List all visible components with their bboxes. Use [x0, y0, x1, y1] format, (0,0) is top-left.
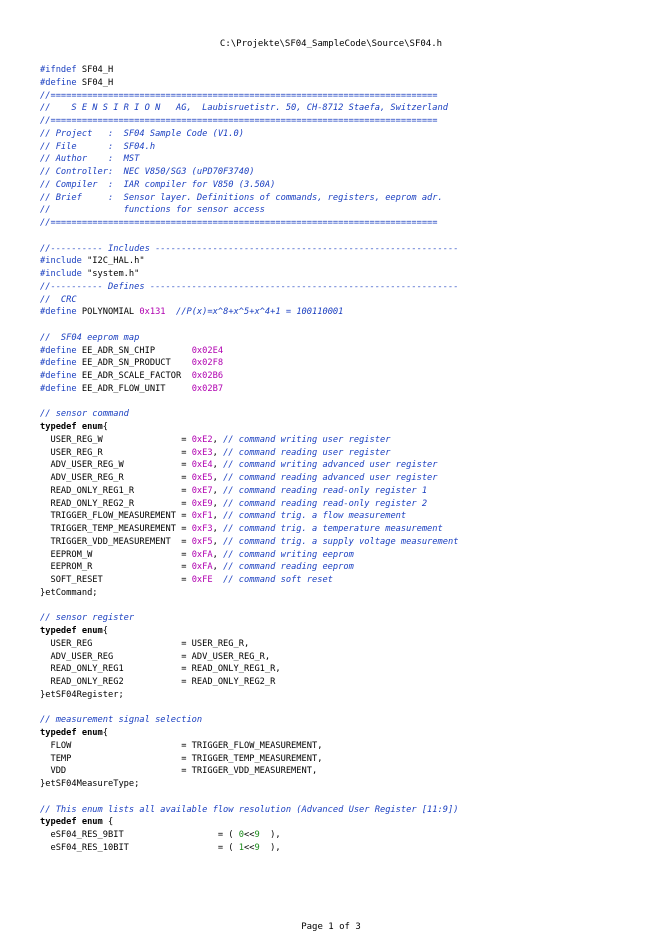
hex-literal: 0xFA: [191, 549, 213, 560]
comment-text: // functions for sensor access: [40, 205, 265, 216]
number-literal: 9: [254, 842, 260, 853]
hex-literal: 0xFA: [191, 562, 213, 573]
code-text: ,: [212, 524, 224, 534]
code-line: [40, 714, 650, 727]
code-line: [40, 600, 650, 613]
code-text: eSF04_RES_9BIT = (: [40, 830, 239, 840]
preprocessor-directive: #define: [40, 345, 77, 356]
keyword: typedef enum: [40, 817, 103, 828]
hex-literal: 0xE5: [191, 473, 213, 483]
comment-text: //==========================================================================: [40, 116, 438, 126]
comment-text: // command soft reset: [223, 575, 333, 585]
hex-literal: 0xE4: [191, 460, 213, 471]
code-line: [40, 510, 650, 523]
comment-text: // command reading eeprom: [223, 562, 354, 573]
comment-text: // command writing eeprom: [223, 549, 354, 560]
comment-text: // Author : MST: [40, 154, 140, 165]
code-text: EE_ADR_SN_PRODUCT: [76, 358, 192, 369]
code-line: [40, 166, 650, 179]
comment-text: //P(x)=x^8+x^5+x^4+1 = 100110001: [176, 307, 344, 318]
comment-text: // command trig. a flow measurement: [223, 511, 407, 522]
code-text: [213, 575, 223, 585]
code-line: [40, 192, 650, 205]
code-line: [40, 574, 650, 587]
code-text: ,: [212, 498, 224, 509]
code-line: [40, 230, 650, 243]
code-line: [40, 217, 650, 230]
number-literal: 9: [254, 830, 260, 840]
comment-text: // sensor register: [40, 613, 135, 624]
code-text: eSF04_RES_10BIT = (: [40, 842, 239, 853]
code-line: [40, 485, 650, 498]
code-line: [40, 281, 650, 294]
code-text: TRIGGER_VDD_MEASUREMENT =: [40, 536, 192, 547]
code-text: ,: [212, 434, 224, 445]
code-line: [40, 128, 650, 141]
code-line: [40, 345, 650, 358]
code-line: [40, 689, 650, 702]
code-line: [40, 357, 650, 370]
comment-text: // Brief : Sensor layer. Definitions of commands, registers, eeprom adr.: [40, 192, 443, 203]
code-line: [40, 663, 650, 676]
code-text: ADV_USER_REG_W =: [40, 460, 192, 471]
code-text: ,: [212, 536, 224, 547]
code-text: SF04_H: [76, 65, 114, 75]
code-line: [40, 612, 650, 625]
hex-literal: 0xE9: [191, 498, 213, 509]
code-line: [40, 77, 650, 90]
preprocessor-directive: #define: [40, 371, 77, 381]
code-line: [40, 459, 650, 472]
code-text: {: [102, 817, 114, 828]
comment-text: // This enum lists all available flow resolution (Advanced User Register [11:9]): [40, 804, 459, 815]
code-line: [40, 243, 650, 256]
code-text: ,: [212, 447, 224, 458]
code-line: [40, 842, 650, 855]
preprocessor-directive: #define: [40, 358, 77, 369]
code-text: EE_ADR_FLOW_UNIT: [76, 383, 192, 394]
code-line: [40, 625, 650, 638]
comment-text: //---------- Includes ----------------------------------------------------------: [40, 243, 459, 254]
comment-text: //---------- Defines -----------------------------------------------------------: [40, 281, 459, 292]
comment-text: // S E N S I R I O N AG, Laubisruetistr. 50, CH-8712 Staefa, Switzerland: [40, 103, 448, 114]
comment-text: //==========================================================================: [40, 90, 438, 101]
comment-text: // SF04 eeprom map: [40, 332, 140, 343]
preprocessor-directive: #include: [40, 256, 82, 267]
code-text: <<: [244, 842, 255, 853]
code-text: {: [102, 728, 108, 738]
comment-text: // command trig. a supply voltage measurement: [223, 536, 459, 547]
comment-text: // command reading read-only register 2: [223, 498, 428, 509]
code-text: FLOW = TRIGGER_FLOW_MEASUREMENT,: [40, 740, 323, 751]
code-line: [40, 791, 650, 804]
code-line: [40, 676, 650, 689]
code-text: {: [102, 422, 108, 432]
code-line: [40, 179, 650, 192]
code-line: [40, 829, 650, 842]
code-line: [40, 204, 650, 217]
code-line: [40, 778, 650, 791]
code-line: [40, 702, 650, 715]
code-text: USER_REG = USER_REG_R,: [40, 638, 250, 649]
code-text: }etSF04MeasureType;: [40, 779, 140, 789]
comment-text: // Project : SF04 Sample Code (V1.0): [40, 128, 244, 139]
code-line: [40, 727, 650, 740]
code-line: [40, 587, 650, 600]
code-line: [40, 370, 650, 383]
code-line: [40, 753, 650, 766]
code-text: SOFT_RESET =: [40, 575, 192, 585]
code-text: }etSF04Register;: [40, 689, 124, 700]
code-text: ),: [259, 830, 281, 840]
comment-text: // command reading advanced user register: [223, 473, 438, 483]
comment-text: // File : SF04.h: [40, 141, 156, 152]
comment-text: // Compiler : IAR compiler for V850 (3.50A): [40, 179, 276, 190]
code-text: }etCommand;: [40, 587, 98, 598]
source-code-listing: [40, 64, 650, 855]
keyword: typedef enum: [40, 728, 103, 738]
hex-literal: 0x02B7: [191, 383, 224, 394]
comment-text: // measurement signal selection: [40, 715, 203, 726]
hex-literal: 0x02F8: [191, 358, 224, 369]
code-text: "system.h": [81, 269, 140, 279]
comment-text: // sensor command: [40, 409, 129, 420]
code-text: VDD = TRIGGER_VDD_MEASUREMENT,: [40, 766, 318, 777]
comment-text: // command reading user register: [223, 447, 391, 458]
comment-text: // CRC: [40, 294, 77, 305]
code-line: [40, 319, 650, 332]
comment-text: // Controller: NEC V850/SG3 (uPD70F3740): [40, 167, 255, 177]
code-line: [40, 561, 650, 574]
code-line: [40, 383, 650, 396]
code-text: ,: [212, 485, 224, 496]
code-line: [40, 447, 650, 460]
code-line: [40, 421, 650, 434]
preprocessor-directive: #define: [40, 307, 77, 318]
code-text: EE_ADR_SCALE_FACTOR: [76, 371, 192, 381]
code-line: [40, 90, 650, 103]
code-text: <<: [244, 830, 255, 840]
code-text: TEMP = TRIGGER_TEMP_MEASUREMENT,: [40, 753, 323, 764]
keyword: typedef enum: [40, 626, 103, 636]
keyword: typedef enum: [40, 422, 103, 432]
code-line: [40, 472, 650, 485]
code-text: READ_ONLY_REG2 = READ_ONLY_REG2_R: [40, 677, 276, 687]
code-text: EE_ADR_SN_CHIP: [76, 345, 192, 356]
preprocessor-directive: #include: [40, 269, 82, 279]
code-text: READ_ONLY_REG2_R =: [40, 498, 192, 509]
code-text: EEPROM_W =: [40, 549, 192, 560]
code-text: ),: [259, 842, 281, 853]
comment-text: //==========================================================================: [40, 218, 438, 228]
code-line: [40, 408, 650, 421]
code-line: [40, 638, 650, 651]
code-line: [40, 255, 650, 268]
hex-literal: 0xF5: [191, 536, 213, 547]
code-line: [40, 523, 650, 536]
code-line: [40, 434, 650, 447]
code-line: [40, 536, 650, 549]
code-text: EEPROM_R =: [40, 562, 192, 573]
preprocessor-directive: #define: [40, 77, 77, 88]
code-text: ,: [212, 511, 224, 522]
hex-literal: 0x131: [139, 307, 166, 318]
code-text: ADV_USER_REG = ADV_USER_REG_R,: [40, 651, 271, 662]
code-text: USER_REG_R =: [40, 447, 192, 458]
preprocessor-directive: #define: [40, 383, 77, 394]
code-text: "I2C_HAL.h": [81, 256, 145, 267]
code-text: POLYNOMIAL: [76, 307, 140, 318]
code-line: [40, 549, 650, 562]
hex-literal: 0xFE: [191, 575, 213, 585]
number-literal: 1: [238, 842, 244, 853]
code-text: ,: [212, 549, 224, 560]
hex-literal: 0xE3: [191, 447, 213, 458]
hex-literal: 0xF1: [191, 511, 213, 522]
code-text: TRIGGER_FLOW_MEASUREMENT =: [40, 511, 192, 522]
code-line: [40, 765, 650, 778]
code-text: READ_ONLY_REG1_R =: [40, 485, 192, 496]
code-text: ADV_USER_REG_R =: [40, 473, 192, 483]
number-literal: 0: [238, 830, 244, 840]
code-line: [40, 64, 650, 77]
comment-text: // command trig. a temperature measurement: [223, 524, 443, 534]
code-text: ,: [212, 460, 224, 471]
code-line: [40, 651, 650, 664]
hex-literal: 0xF3: [191, 524, 213, 534]
code-line: [40, 141, 650, 154]
code-line: [40, 740, 650, 753]
hex-literal: 0xE7: [191, 485, 213, 496]
hex-literal: 0x02E4: [191, 345, 224, 356]
code-line: [40, 102, 650, 115]
code-text: ,: [212, 473, 224, 483]
code-line: [40, 115, 650, 128]
code-line: [40, 396, 650, 409]
code-line: [40, 153, 650, 166]
code-line: [40, 294, 650, 307]
page-number-footer: Page 1 of 3: [301, 922, 361, 932]
code-line: [40, 816, 650, 829]
comment-text: // command writing user register: [223, 434, 391, 445]
code-text: [166, 307, 176, 317]
preprocessor-directive: #ifndef: [40, 65, 77, 75]
code-text: READ_ONLY_REG1 = READ_ONLY_REG1_R,: [40, 664, 281, 675]
code-text: {: [102, 626, 108, 636]
comment-text: // command reading read-only register 1: [223, 485, 428, 496]
hex-literal: 0xE2: [191, 434, 213, 445]
code-line: [40, 498, 650, 511]
hex-literal: 0x02B6: [191, 371, 224, 381]
code-text: SF04_H: [76, 77, 114, 88]
code-line: [40, 332, 650, 345]
code-text: TRIGGER_TEMP_MEASUREMENT =: [40, 524, 192, 534]
comment-text: // command writing advanced user register: [223, 460, 438, 471]
code-text: USER_REG_W =: [40, 434, 192, 445]
file-path-header: C:\Projekte\SF04_SampleCode\Source\SF04.h: [219, 39, 443, 49]
code-line: [40, 804, 650, 817]
code-text: ,: [212, 562, 224, 573]
code-line: [40, 306, 650, 319]
code-line: [40, 268, 650, 281]
